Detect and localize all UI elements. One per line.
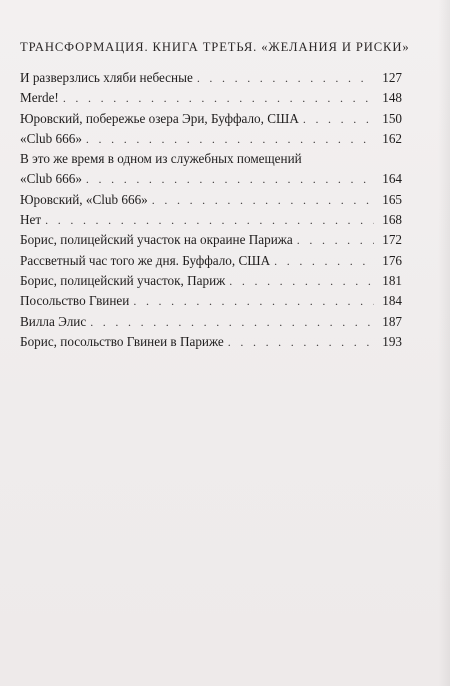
toc-entry-title: Рассветный час того же дня. Буффало, США [20, 252, 271, 268]
dot-leader [197, 68, 374, 88]
dot-leader [90, 312, 374, 332]
dot-leader [63, 88, 374, 108]
toc-entry-title: Юровский, «Club 666» [20, 191, 148, 207]
toc-entry-title: Борис, полицейский участок, Париж [20, 272, 226, 288]
toc-entry-page: 127 [382, 70, 402, 85]
page-edge-shadow [438, 0, 450, 686]
toc-entry-title: Посольство Гвинеи [20, 293, 130, 309]
toc-entry-page: 187 [382, 313, 402, 329]
toc-entry-title-line-1: В это же время в одном из служебных помещений [20, 151, 302, 167]
toc-entry [20, 190, 402, 210]
toc-entry-page: 193 [382, 333, 402, 349]
dot-leader [86, 169, 374, 189]
toc-entry-title: Борис, полицейский участок на окраине Парижа [20, 232, 293, 248]
toc-entry [20, 251, 402, 271]
table-of-contents [20, 68, 402, 352]
toc-entry [20, 271, 402, 291]
toc-entry-page: 176 [382, 252, 402, 268]
toc-entry-title: Нет [20, 212, 42, 228]
dot-leader [303, 109, 374, 129]
toc-entry-title: Борис, посольство Гвинеи в Париже [20, 333, 224, 349]
section-header: ТРАНСФОРМАЦИЯ. КНИГА ТРЕТЬЯ. «ЖЕЛАНИЯ И РИСКИ» [20, 40, 410, 54]
dot-leader [229, 271, 374, 291]
toc-entry-page: 168 [382, 212, 402, 228]
toc-entry-page: 164 [382, 171, 402, 187]
dot-leader [45, 210, 374, 230]
dot-leader [274, 251, 374, 271]
toc-entry [20, 109, 402, 129]
toc-entry [20, 230, 402, 250]
toc-entry [20, 312, 402, 332]
toc-entry-page: 162 [382, 130, 402, 146]
toc-entry [20, 332, 402, 352]
toc-entry-title: Юровский, побережье озера Эри, Буффало, США [20, 110, 299, 126]
toc-entry-page: 150 [382, 110, 402, 126]
toc-entry-page: 181 [382, 272, 402, 288]
toc-entry-title: Вилла Элис [20, 313, 87, 329]
toc-entry-page: 172 [382, 232, 402, 248]
dot-leader [297, 230, 374, 250]
toc-entry [20, 129, 402, 149]
toc-entry-page: 165 [382, 191, 402, 207]
toc-entry-page: 148 [382, 90, 402, 106]
toc-entry [20, 88, 402, 108]
dot-leader [228, 332, 374, 352]
toc-entry [20, 210, 402, 230]
toc-entry [20, 68, 402, 88]
toc-entry-title: «Club 666» [20, 171, 82, 187]
dot-leader [152, 190, 374, 210]
toc-entry [20, 291, 402, 311]
toc-entry-page: 184 [382, 293, 402, 309]
toc-entry-title: И разверзлись хляби небесные [20, 70, 193, 85]
dot-leader [133, 291, 374, 311]
toc-entry [20, 149, 402, 190]
dot-leader [86, 129, 374, 149]
toc-entry-title: Merde! [20, 90, 59, 106]
toc-entry-title: «Club 666» [20, 130, 82, 146]
